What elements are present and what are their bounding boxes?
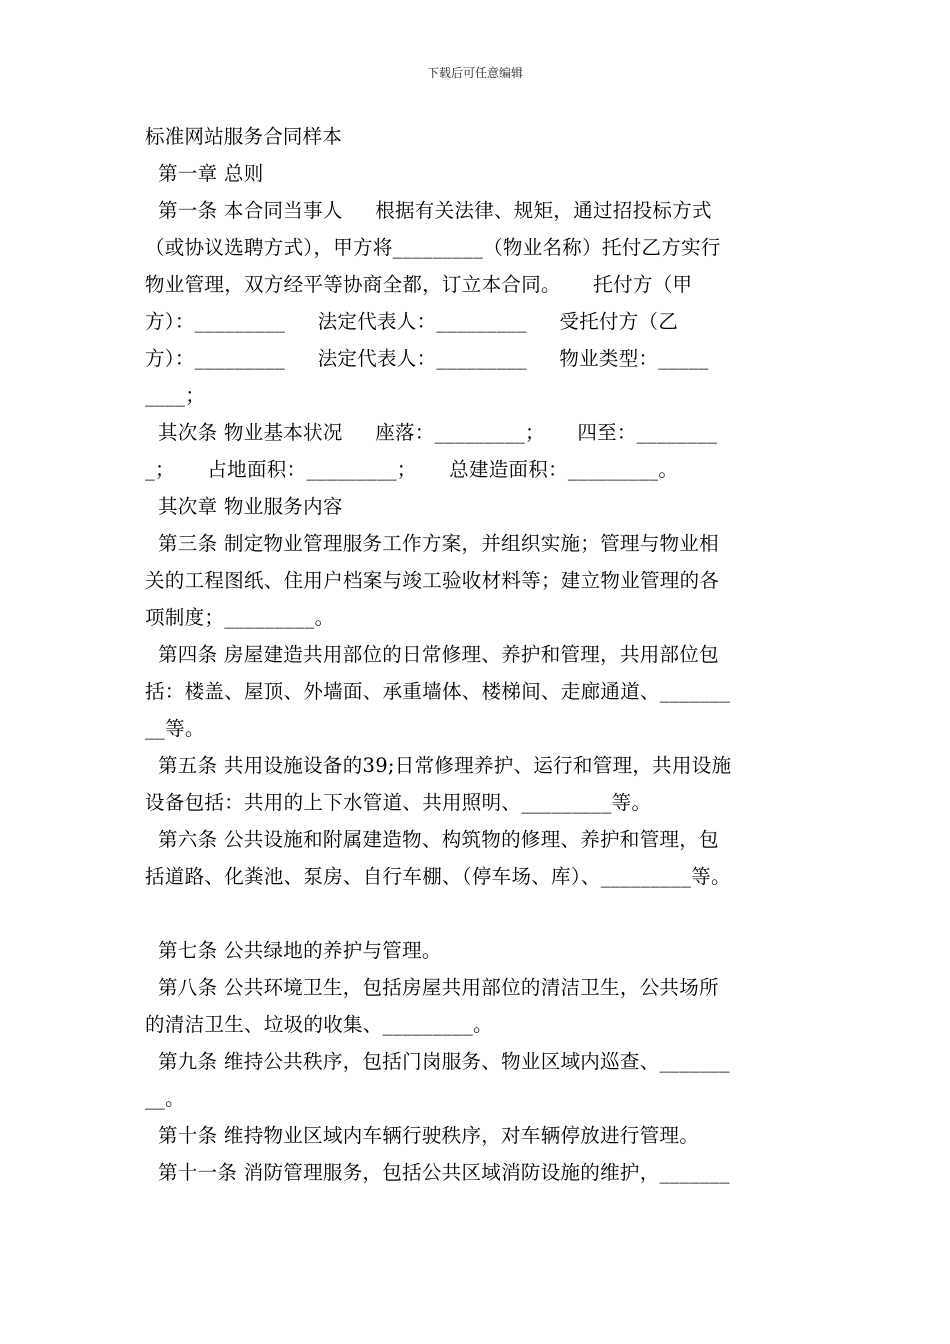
text-line: 第四条 房屋建造共用部位的日常修理、养护和管理，共用部位包 xyxy=(145,643,719,666)
text-line: 第六条 公共设施和附属建造物、构筑物的修理、养护和管理，包 xyxy=(145,828,719,851)
text-line: 关的工程图纸、住用户档案与竣工验收材料等；建立物业管理的各 xyxy=(145,569,720,592)
blank-line xyxy=(145,895,810,932)
text-line: 括道路、化粪池、泵房、自行车棚、（停车场、库）、_________等。 xyxy=(145,865,731,888)
text-line: 物业管理，双方经平等协商全都，订立本合同。 托付方（甲 xyxy=(145,273,693,296)
text-line: 第十条 维持物业区域内车辆行驶秩序，对车辆停放进行管理。 xyxy=(145,1124,700,1147)
text-line: 其次条 物业基本状况 座落：_________； 四至：________ xyxy=(145,421,718,444)
text-line: __。 xyxy=(145,1087,185,1110)
text-line: 括：楼盖、屋顶、外墙面、承重墙体、楼梯间、走廊通道、_______ xyxy=(145,680,731,703)
text-line: 方）：_________ 法定代表人：_________ 物业类型：_____ xyxy=(145,347,709,370)
text-line: ____； xyxy=(145,384,205,407)
text-line: 其次章 物业服务内容 xyxy=(145,495,343,518)
page-header: 下载后可任意编辑 xyxy=(426,66,523,80)
text-line: __等。 xyxy=(145,717,205,740)
text-line: 第九条 维持公共秩序，包括门岗服务、物业区域内巡查、_______ xyxy=(145,1050,730,1073)
text-line: （或协议选聘方式），甲方将_________（物业名称）托付乙方实行 xyxy=(145,236,721,259)
document-title: 标准网站服务合同样本 xyxy=(145,125,343,148)
text-line: 项制度；_________。 xyxy=(145,606,335,629)
text-line: 第五条 共用设施设备的39;日常修理养护、运行和管理，共用设施 xyxy=(145,754,732,777)
text-line: 第一条 本合同当事人 根据有关法律、规矩，通过招投标方式 xyxy=(145,199,712,222)
text-line: _； 占地面积：_________； 总建造面积：_________。 xyxy=(145,458,679,481)
text-line: 方）：_________ 法定代表人：_________ 受托付方（乙 xyxy=(145,310,679,333)
text-line: 第一章 总则 xyxy=(145,162,264,185)
text-line: 第八条 公共环境卫生，包括房屋共用部位的清洁卫生，公共场所 xyxy=(145,976,719,999)
text-line: 第七条 公共绿地的养护与管理。 xyxy=(145,939,442,962)
document-body xyxy=(145,118,810,1191)
text-line: 第十一条 消防管理服务，包括公共区域消防设施的维护，_______ xyxy=(145,1161,730,1184)
text-line: 第三条 制定物业管理服务工作方案，并组织实施；管理与物业相 xyxy=(145,532,719,555)
text-line: 的清洁卫生、垃圾的收集、_________。 xyxy=(145,1013,493,1036)
text-line: 设备包括：共用的上下水管道、共用照明、_________等。 xyxy=(145,791,652,814)
